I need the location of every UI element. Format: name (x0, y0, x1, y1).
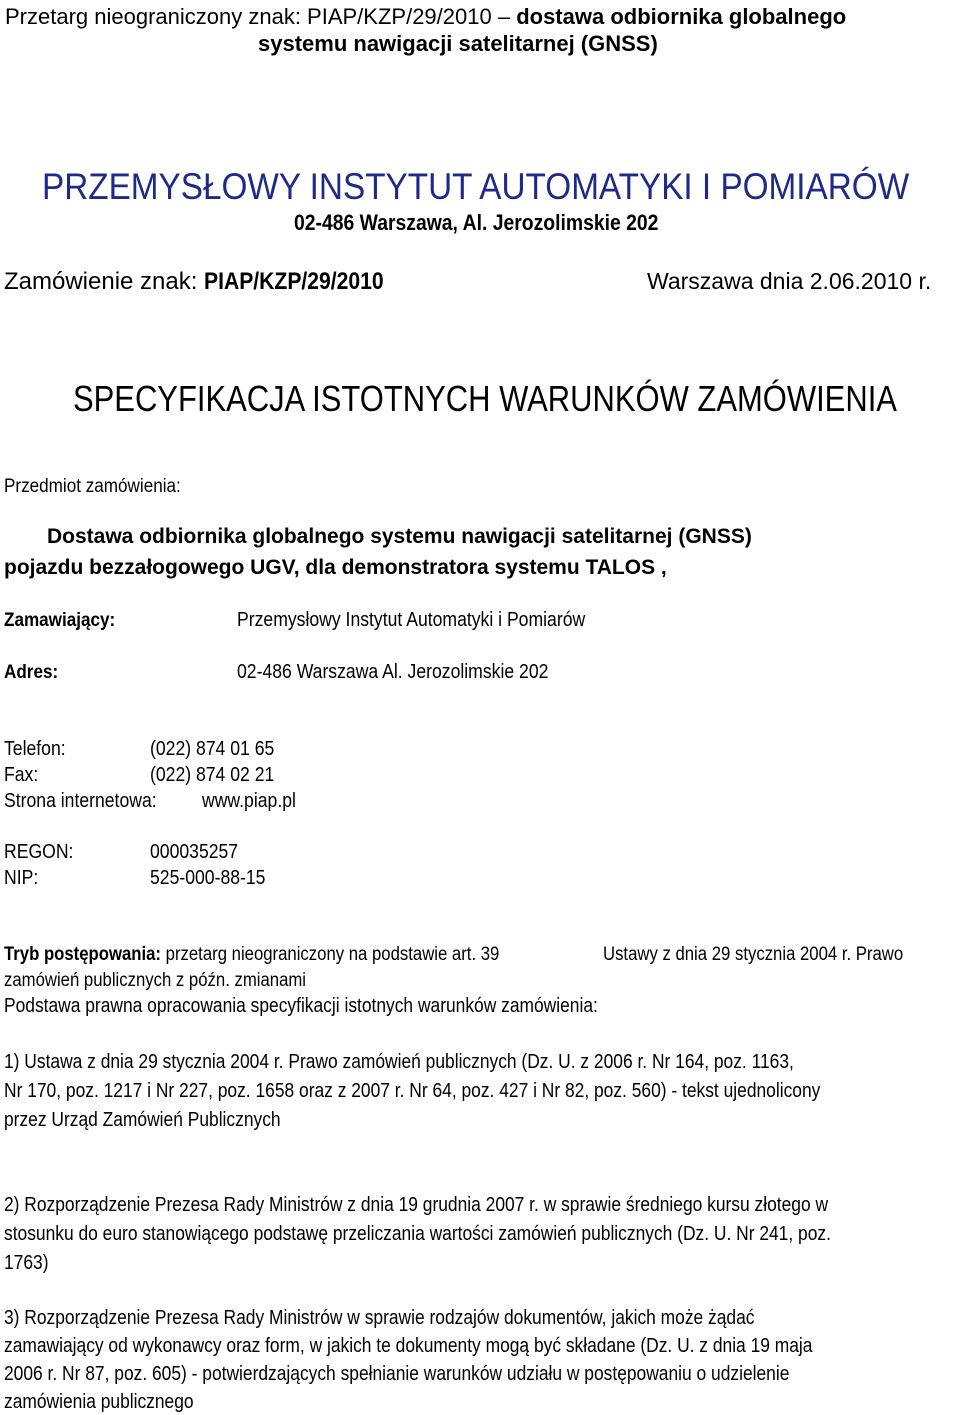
procedure-text-1: przetarg nieograniczony na podstawie art. 39 (165, 944, 500, 965)
orderer-label: Zamawiający: (4, 610, 116, 631)
legal-item-2-line-1: 2) Rozporządzenie Prezesa Rady Ministrów z dnia 19 grudnia 2007 r. w sprawie średniego kursu złotego w (4, 1194, 829, 1216)
order-reference-label: Zamówienie znak: (4, 268, 205, 295)
running-header-line-2: systemu nawigacji satelitarnej (GNSS) (258, 31, 658, 56)
institute-name: PRZEMYSŁOWY INSTYTUT AUTOMATYKI I POMIARÓW (42, 166, 910, 207)
running-header-bold-1: dostawa odbiornika globalnego (516, 4, 847, 29)
procedure-text-2: zamówień publicznych z późn. zmianami (4, 970, 307, 991)
subject-line-1: Dostawa odbiornika globalnego systemu nawigacji satelitarnej (GNSS) (47, 525, 752, 548)
institute-address: 02-486 Warszawa, Al. Jerozolimskie 202 (294, 210, 659, 235)
order-reference-number: PIAP/KZP/29/2010 (204, 268, 384, 295)
phone-value: (022) 874 01 65 (150, 738, 275, 760)
website-label: Strona internetowa: (4, 790, 157, 812)
regon-label: REGON: (4, 841, 74, 863)
running-header-prefix: Przetarg nieograniczony znak: PIAP/KZP/29/2010 – (5, 4, 517, 29)
legal-item-3-line-4: zamówienia publicznego (4, 1391, 194, 1413)
procedure-text-1b: Ustawy z dnia 29 stycznia 2004 r. Prawo (603, 944, 904, 965)
legal-item-3-line-1: 3) Rozporządzenie Prezesa Rady Ministrów w sprawie rodzajów dokumentów, jakich może żądać (4, 1307, 755, 1329)
legal-item-1-line-1: 1) Ustawa z dnia 29 stycznia 2004 r. Prawo zamówień publicznych (Dz. U. z 2006 r. Nr 164, poz. 1163, (4, 1051, 794, 1073)
procedure-line-1 (4, 944, 499, 966)
subject-line-2: pojazdu bezzałogowego UGV, dla demonstratora systemu TALOS , (4, 556, 667, 579)
legal-item-1-line-2: Nr 170, poz. 1217 i Nr 227, poz. 1658 oraz z 2007 r. Nr 64, poz. 427 i Nr 82, poz. 560) - tekst ujednolicony (4, 1080, 821, 1102)
procedure-label: Tryb postępowania: (4, 944, 162, 965)
phone-label: Telefon: (4, 738, 66, 760)
address-label: Adres: (4, 662, 59, 683)
order-date: Warszawa dnia 2.06.2010 r. (647, 268, 932, 294)
nip-label: NIP: (4, 867, 39, 889)
running-header-line-1 (5, 4, 846, 30)
legal-item-3-line-2: zamawiający od wykonawcy oraz form, w jakich te dokumenty mogą być składane (Dz. U. z dnia 19 maja (4, 1335, 813, 1357)
nip-value: 525-000-88-15 (150, 867, 266, 889)
orderer-value: Przemysłowy Instytut Automatyki i Pomiarów (237, 609, 586, 631)
subject-label: Przedmiot zamówienia: (4, 476, 181, 497)
address-value: 02-486 Warszawa Al. Jerozolimskie 202 (237, 661, 549, 683)
legal-item-1-line-3: przez Urząd Zamówień Publicznych (4, 1109, 281, 1131)
fax-label: Fax: (4, 764, 39, 786)
legal-item-2-line-3: 1763) (4, 1252, 49, 1274)
fax-value: (022) 874 02 21 (150, 764, 275, 786)
website-link[interactable]: www.piap.pl (202, 790, 296, 812)
legal-item-3-line-3: 2006 r. Nr 87, poz. 605) - potwierdzających spełnianie warunków udziału w postępowaniu o udzielenie (4, 1363, 790, 1385)
document-title: SPECYFIKACJA ISTOTNYCH WARUNKÓW ZAMÓWIENIA (73, 378, 897, 419)
legal-basis-heading: Podstawa prawna opracowania specyfikacji istotnych warunków zamówienia: (4, 995, 598, 1017)
legal-item-2-line-2: stosunku do euro stanowiącego podstawę przeliczania wartości zamówień publicznych (Dz. U. Nr 241, poz. (4, 1223, 831, 1245)
order-reference (4, 268, 408, 296)
regon-value: 000035257 (150, 841, 239, 863)
